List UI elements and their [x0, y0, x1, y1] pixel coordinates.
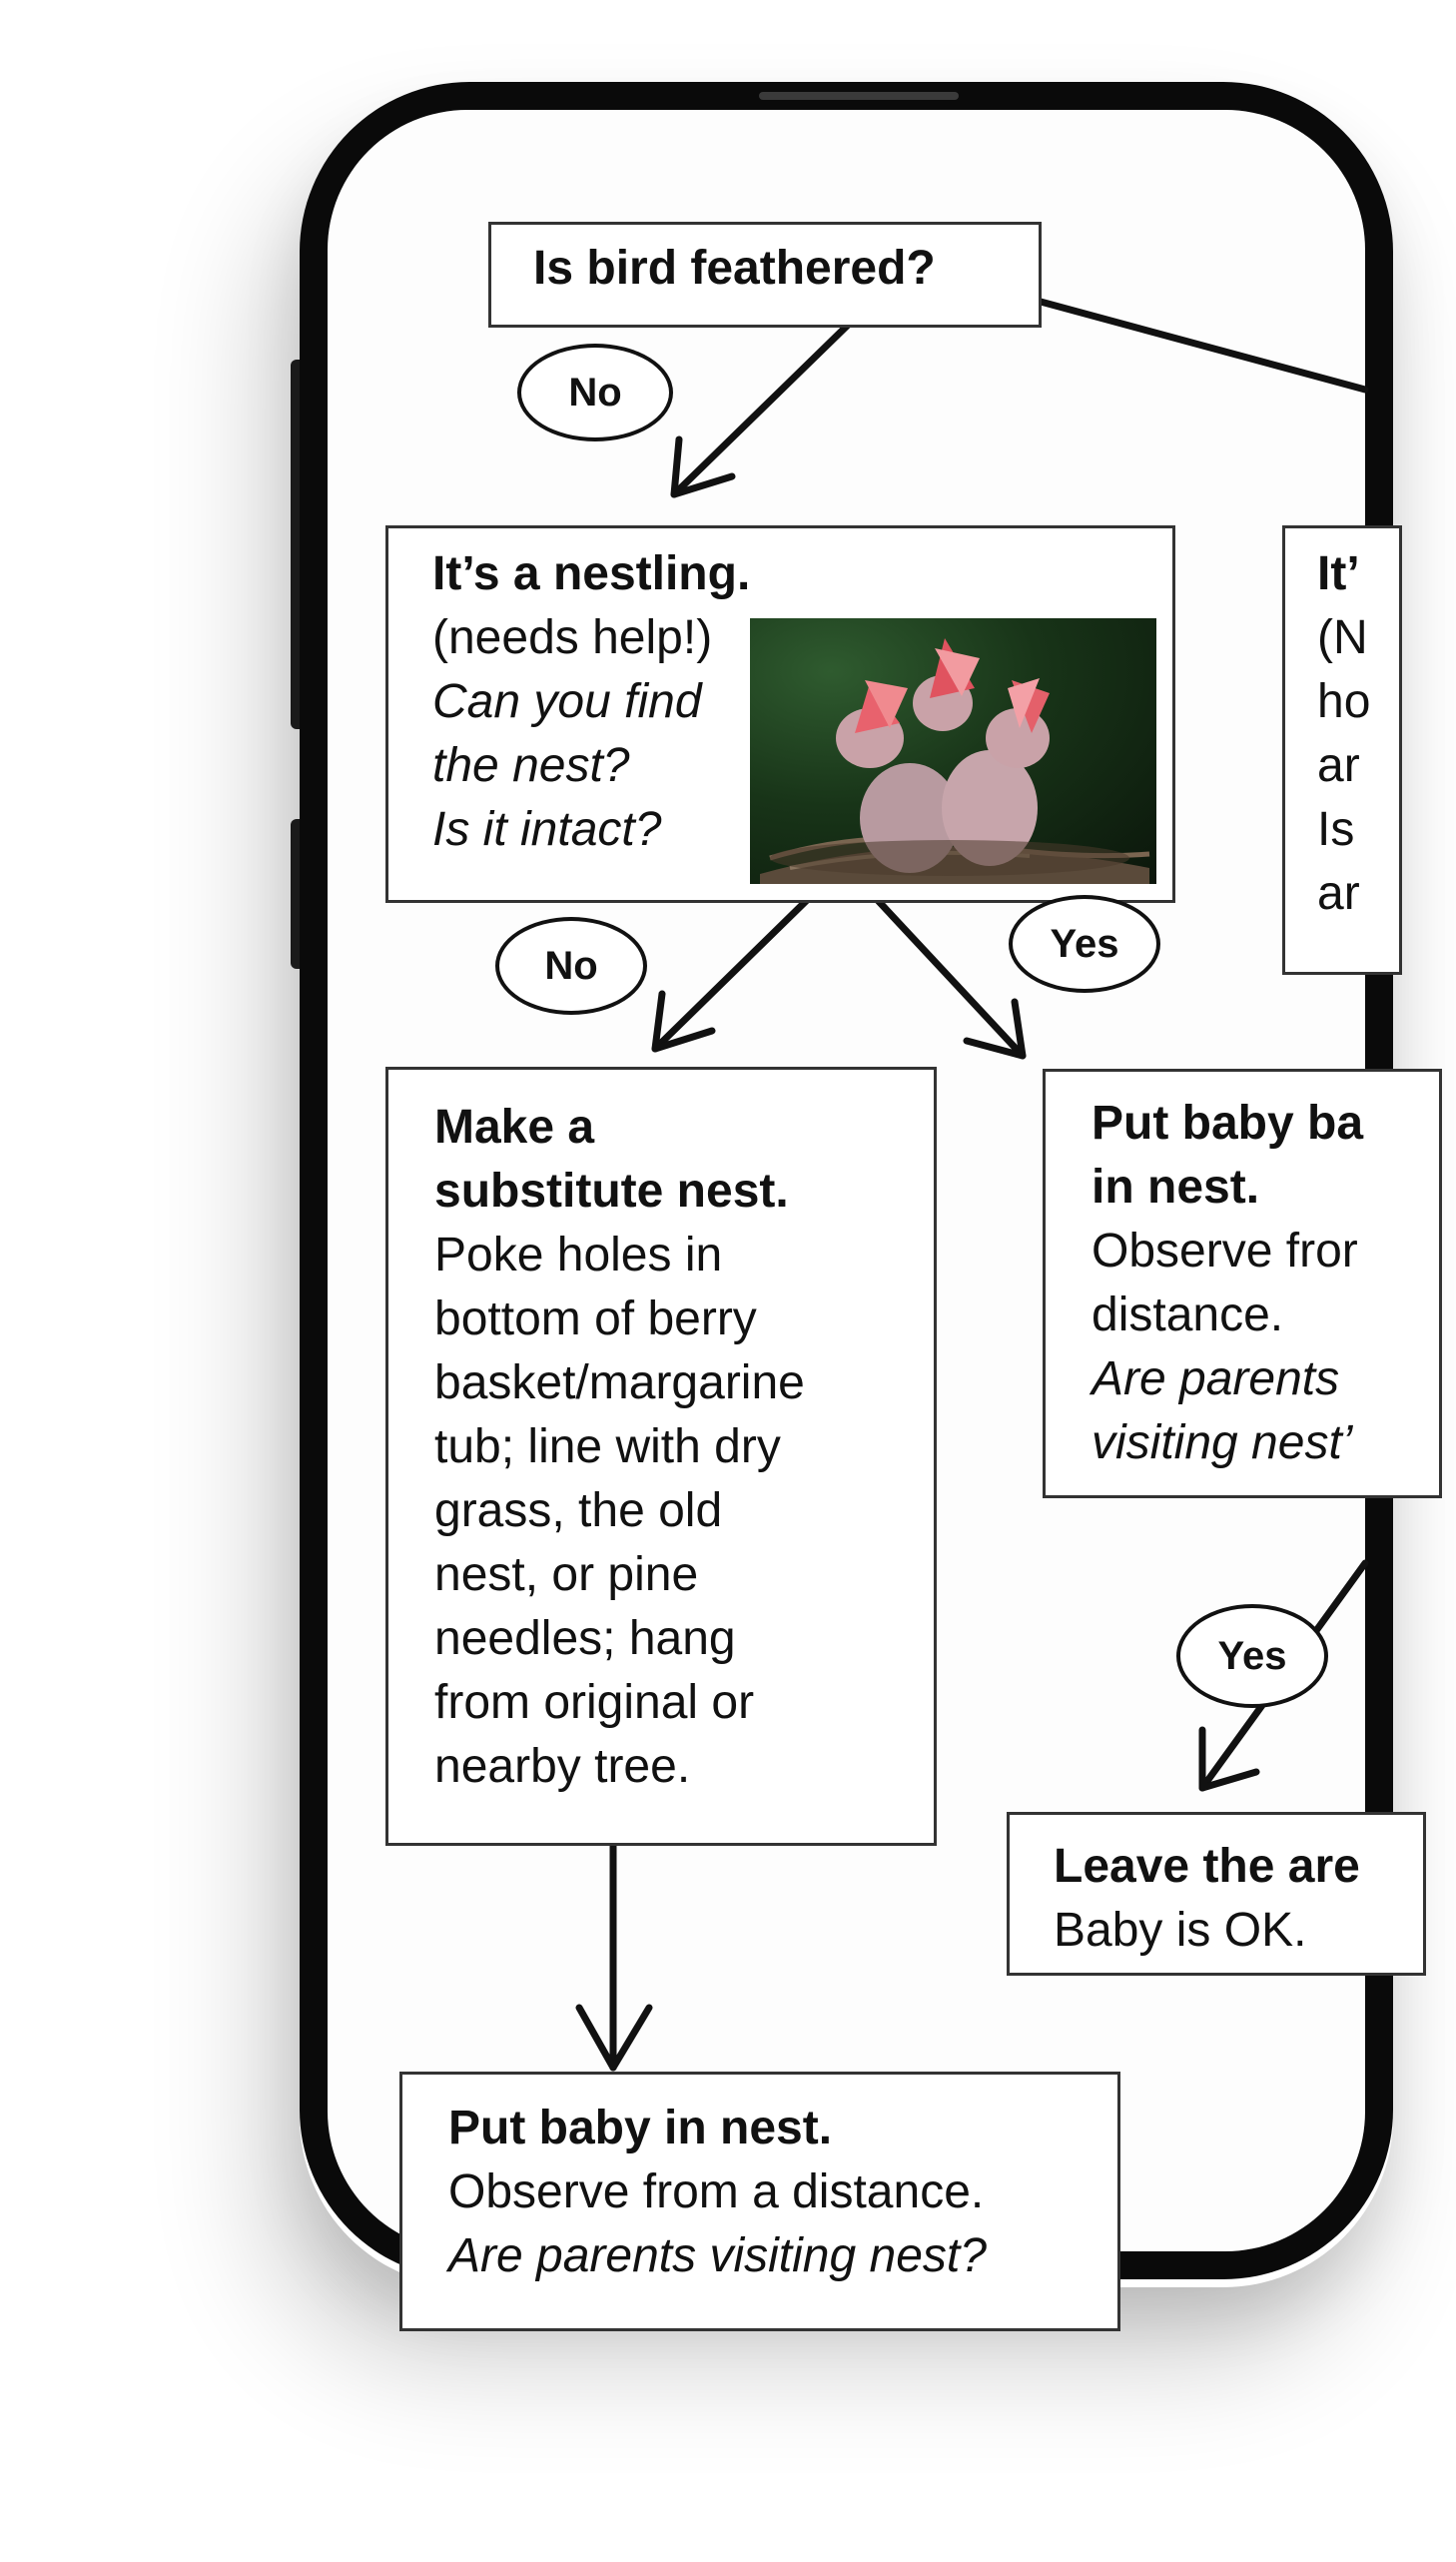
phone-frame [300, 82, 1393, 2282]
substitute-line3: basket/margarine [434, 1356, 805, 1409]
nestling-line1: (needs help!) [432, 611, 713, 664]
substitute-line2: bottom of berry [434, 1292, 757, 1345]
nestling-q1: Can you find [432, 675, 702, 728]
label-no-root: No [517, 344, 673, 441]
putback-line1: Observe fror [1092, 1225, 1358, 1278]
substitute-title2: substitute nest. [434, 1165, 789, 1218]
leave-line: Baby is OK. [1054, 1904, 1307, 1957]
substitute-line7: needles; hang [434, 1612, 736, 1665]
label-yes-leave: Yes [1176, 1604, 1328, 1708]
fledgling-line3: ar [1317, 739, 1360, 792]
putback-line2: distance. [1092, 1288, 1284, 1341]
putback-q1: Are parents [1092, 1352, 1340, 1405]
node-fledgling-partial [1282, 525, 1402, 975]
nestling-birds-photo [750, 618, 1156, 884]
substitute-line5: grass, the old [434, 1484, 723, 1537]
substitute-line9: nearby tree. [434, 1740, 691, 1793]
nestling-title: It’s a nestling. [432, 547, 751, 600]
nestling-q3: Is it intact? [432, 803, 662, 856]
label-no-nestling: No [495, 917, 647, 1015]
fledgling-title: It’ [1317, 547, 1360, 600]
speaker-slot [759, 92, 959, 100]
fledgling-line5: ar [1317, 867, 1360, 920]
node-is-bird-feathered [488, 222, 1042, 328]
substitute-line4: tub; line with dry [434, 1420, 781, 1473]
phone-screen[interactable] [328, 110, 1371, 2282]
substitute-line6: nest, or pine [434, 1548, 699, 1601]
arrow-root-yes [1041, 302, 1365, 390]
substitute-line8: from original or [434, 1676, 755, 1729]
putback-title1: Put baby ba [1092, 1097, 1364, 1150]
leave-title: Leave the are [1054, 1840, 1360, 1893]
label-yes-nestling: Yes [1009, 895, 1160, 993]
arrow-root-no [674, 300, 874, 494]
nestling-q2: the nest? [432, 739, 630, 792]
putin-title: Put baby in nest. [448, 2102, 833, 2154]
putback-q2: visiting nest’ [1092, 1416, 1353, 1469]
node-put-baby-back [1043, 1069, 1442, 1498]
node-put-baby-in-nest [399, 2072, 1120, 2331]
node-substitute-nest [385, 1067, 937, 1846]
putin-line: Observe from a distance. [448, 2165, 985, 2218]
substitute-title1: Make a [434, 1101, 595, 1154]
node-leave-area [1007, 1812, 1426, 1976]
putin-question: Are parents visiting nest? [448, 2229, 987, 2282]
fledgling-line2: ho [1317, 675, 1371, 728]
substitute-line1: Poke holes in [434, 1229, 723, 1281]
putback-title2: in nest. [1092, 1161, 1260, 1214]
flowchart [328, 110, 1371, 2282]
node-root-text: Is bird feathered? [533, 242, 936, 295]
fledgling-line1: (N [1317, 611, 1368, 664]
fledgling-line4: Is [1317, 803, 1355, 856]
